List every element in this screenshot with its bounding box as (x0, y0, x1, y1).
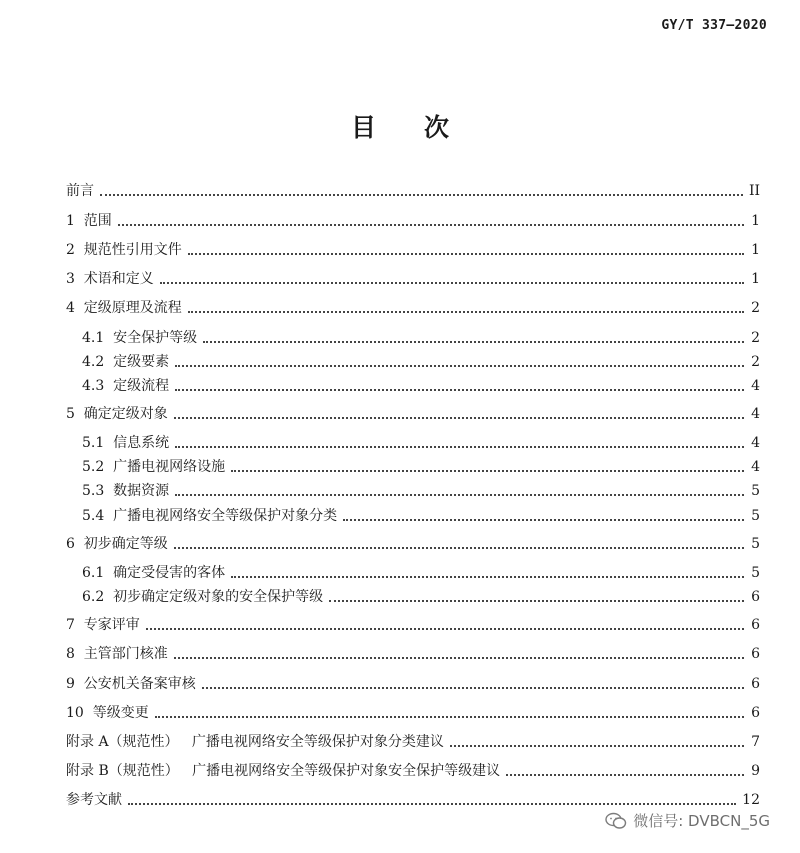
toc-entry-label: 5.2 广播电视网络设施 (82, 459, 226, 475)
toc-entry-page-number: 5 (751, 508, 760, 524)
toc-entry[interactable] (82, 352, 760, 372)
toc-entry-page-number: 6 (751, 646, 760, 662)
toc-entry-page-number: 6 (751, 589, 760, 605)
dot-leader (188, 311, 744, 313)
title-char-right: 次 (424, 113, 450, 142)
toc-entry[interactable] (82, 587, 760, 607)
toc-entry-page-number: 2 (751, 354, 760, 370)
toc-entry-label: 10 等级变更 (66, 705, 149, 721)
toc-entry[interactable] (66, 674, 760, 694)
toc-entry-page-number: 4 (751, 406, 760, 422)
toc-entry-label: 4.1 安全保护等级 (82, 330, 198, 346)
dot-leader (174, 547, 744, 549)
toc-entry[interactable] (66, 790, 760, 810)
document-code: GY/T 337—2020 (661, 18, 767, 33)
toc-entry[interactable] (66, 404, 760, 424)
dot-leader (203, 341, 744, 343)
toc-entry-page-number: II (748, 183, 760, 199)
dot-leader (118, 224, 744, 226)
dot-leader (128, 803, 736, 805)
dot-leader (175, 389, 744, 391)
page-title (0, 108, 800, 144)
toc-entry[interactable] (66, 615, 760, 635)
dot-leader (175, 494, 744, 496)
toc-entry[interactable] (66, 732, 760, 752)
toc-entry-label: 2 规范性引用文件 (66, 242, 182, 258)
toc-entry[interactable] (66, 181, 760, 201)
toc-entry-label: 4.2 定级要素 (82, 354, 170, 370)
toc-entry-label: 5.3 数据资源 (82, 483, 170, 499)
dot-leader (231, 576, 744, 578)
dot-leader (174, 417, 744, 419)
toc-entry-page-number: 1 (751, 213, 760, 229)
toc-entry[interactable] (66, 703, 760, 723)
dot-leader (175, 446, 744, 448)
dot-leader (146, 628, 744, 630)
dot-leader (188, 253, 744, 255)
toc-entry-page-number: 7 (751, 734, 760, 750)
toc-entry-label: 6 初步确定等级 (66, 536, 168, 552)
toc-entry-page-number: 6 (751, 676, 760, 692)
toc-entry-page-number: 2 (751, 330, 760, 346)
toc-entry[interactable] (66, 298, 760, 318)
toc-entry-page-number: 6 (751, 617, 760, 633)
toc-entry[interactable] (66, 761, 760, 781)
dot-leader (450, 745, 744, 747)
toc-entry-label: 7 专家评审 (66, 617, 140, 633)
toc-entry-page-number: 4 (751, 435, 760, 451)
watermark-text: 微信号: DVBCN_5G (633, 812, 770, 830)
toc-entry[interactable] (66, 269, 760, 289)
title-char-left: 目 (350, 113, 376, 142)
toc-entry-label: 4.3 定级流程 (82, 378, 170, 394)
toc-entry-label: 1 范围 (66, 213, 112, 229)
toc-entry-label: 5.1 信息系统 (82, 435, 170, 451)
toc-entry-label: 附录 B（规范性） 广播电视网络安全等级保护对象安全保护等级建议 (66, 763, 501, 779)
toc-entry-label: 前言 (66, 183, 94, 199)
toc-entry[interactable] (82, 376, 760, 396)
toc-entry-label: 9 公安机关备案审核 (66, 676, 196, 692)
toc-entry[interactable] (82, 506, 760, 526)
toc-entry-label: 6.1 确定受侵害的客体 (82, 565, 226, 581)
toc-entry[interactable] (82, 457, 760, 477)
toc-entry[interactable] (82, 481, 760, 501)
toc-entry-page-number: 4 (751, 378, 760, 394)
dot-leader (329, 600, 744, 602)
toc-entry-page-number: 2 (751, 300, 760, 316)
toc-entry-page-number: 4 (751, 459, 760, 475)
toc-entry[interactable] (82, 328, 760, 348)
toc-entry-label: 8 主管部门核准 (66, 646, 168, 662)
toc-entry-page-number: 6 (751, 705, 760, 721)
dot-leader (231, 470, 744, 472)
toc-entry[interactable] (66, 211, 760, 231)
toc-entry-label: 附录 A（规范性） 广播电视网络安全等级保护对象分类建议 (66, 734, 444, 750)
toc-entry[interactable] (82, 563, 760, 583)
toc-entry-page-number: 5 (751, 565, 760, 581)
toc-entry[interactable] (66, 644, 760, 664)
toc-entry[interactable] (66, 240, 760, 260)
toc-entry-label: 5.4 广播电视网络安全等级保护对象分类 (82, 508, 338, 524)
dot-leader (506, 774, 744, 776)
dot-leader (155, 716, 744, 718)
dot-leader (343, 519, 744, 521)
toc-entry-page-number: 12 (742, 792, 760, 808)
dot-leader (100, 194, 743, 196)
toc-entry[interactable] (66, 534, 760, 554)
toc-entry-label: 6.2 初步确定定级对象的安全保护等级 (82, 589, 324, 605)
toc-entry-label: 5 确定定级对象 (66, 406, 168, 422)
dot-leader (202, 687, 744, 689)
toc-entry-label: 4 定级原理及流程 (66, 300, 182, 316)
watermark (605, 810, 770, 831)
dot-leader (175, 365, 744, 367)
toc-entry-page-number: 1 (751, 242, 760, 258)
dot-leader (174, 657, 744, 659)
toc-entry-page-number: 9 (751, 763, 760, 779)
toc-entry[interactable] (82, 433, 760, 453)
toc-entry-label: 参考文献 (66, 792, 122, 808)
wechat-icon (605, 812, 627, 830)
toc-entry-page-number: 5 (751, 536, 760, 552)
toc-entry-page-number: 1 (751, 271, 760, 287)
dot-leader (160, 282, 744, 284)
toc-entry-label: 3 术语和定义 (66, 271, 154, 287)
toc-entry-page-number: 5 (751, 483, 760, 499)
